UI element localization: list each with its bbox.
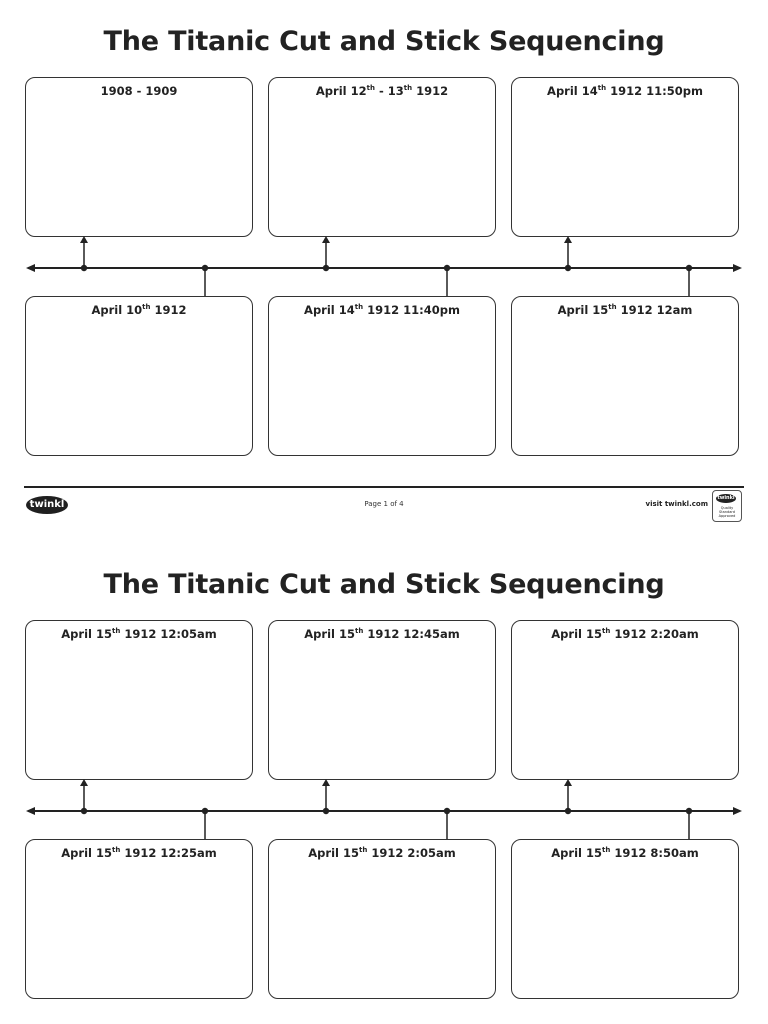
box-label: 1908 - 1909 [100, 84, 178, 98]
timeline-left-arrow [26, 264, 35, 272]
sequence-box[interactable] [511, 77, 739, 237]
timeline-left-arrow [26, 807, 35, 815]
sequence-box[interactable] [268, 296, 496, 456]
twinkl-logo[interactable]: twinkl [26, 496, 68, 514]
box-label: April 15th 1912 2:20am [551, 627, 699, 641]
page-number: Page 1 of 4 [364, 500, 404, 508]
timeline [0, 777, 768, 847]
quality-badge-icon [712, 490, 742, 522]
box-label: April 14th 1912 11:50pm [547, 84, 703, 98]
timeline-right-arrow [733, 807, 742, 815]
sequence-box[interactable] [25, 839, 253, 999]
sequence-box[interactable] [268, 839, 496, 999]
box-label: April 15th 1912 8:50am [551, 846, 699, 860]
box-label: April 15th 1912 12:05am [61, 627, 217, 641]
page-footer [24, 486, 744, 524]
sequence-box[interactable] [511, 296, 739, 456]
visit-link[interactable]: visit twinkl.com [645, 500, 708, 508]
box-label: April 10th 1912 [91, 303, 187, 317]
timeline-right-arrow [733, 264, 742, 272]
badge-text: Quality Standard Approved [718, 506, 736, 518]
sequence-box[interactable] [25, 296, 253, 456]
sequence-box[interactable] [268, 77, 496, 237]
sequence-box[interactable] [511, 839, 739, 999]
box-label: April 12th - 13th 1912 [315, 84, 449, 98]
badge-logo: twinkl [717, 495, 735, 501]
box-label: April 14th 1912 11:40pm [304, 303, 460, 317]
sequence-box[interactable] [25, 77, 253, 237]
box-label: April 15th 1912 12:25am [61, 846, 217, 860]
box-label: April 15th 1912 12am [557, 303, 693, 317]
box-label: April 15th 1912 12:45am [304, 627, 460, 641]
box-label: April 15th 1912 2:05am [308, 846, 456, 860]
timeline [0, 234, 768, 304]
sequence-box[interactable] [25, 620, 253, 780]
page-title: The Titanic Cut and Stick Sequencing [103, 569, 665, 600]
sequence-box[interactable] [268, 620, 496, 780]
page-title: The Titanic Cut and Stick Sequencing [103, 26, 665, 57]
sequence-box[interactable] [511, 620, 739, 780]
